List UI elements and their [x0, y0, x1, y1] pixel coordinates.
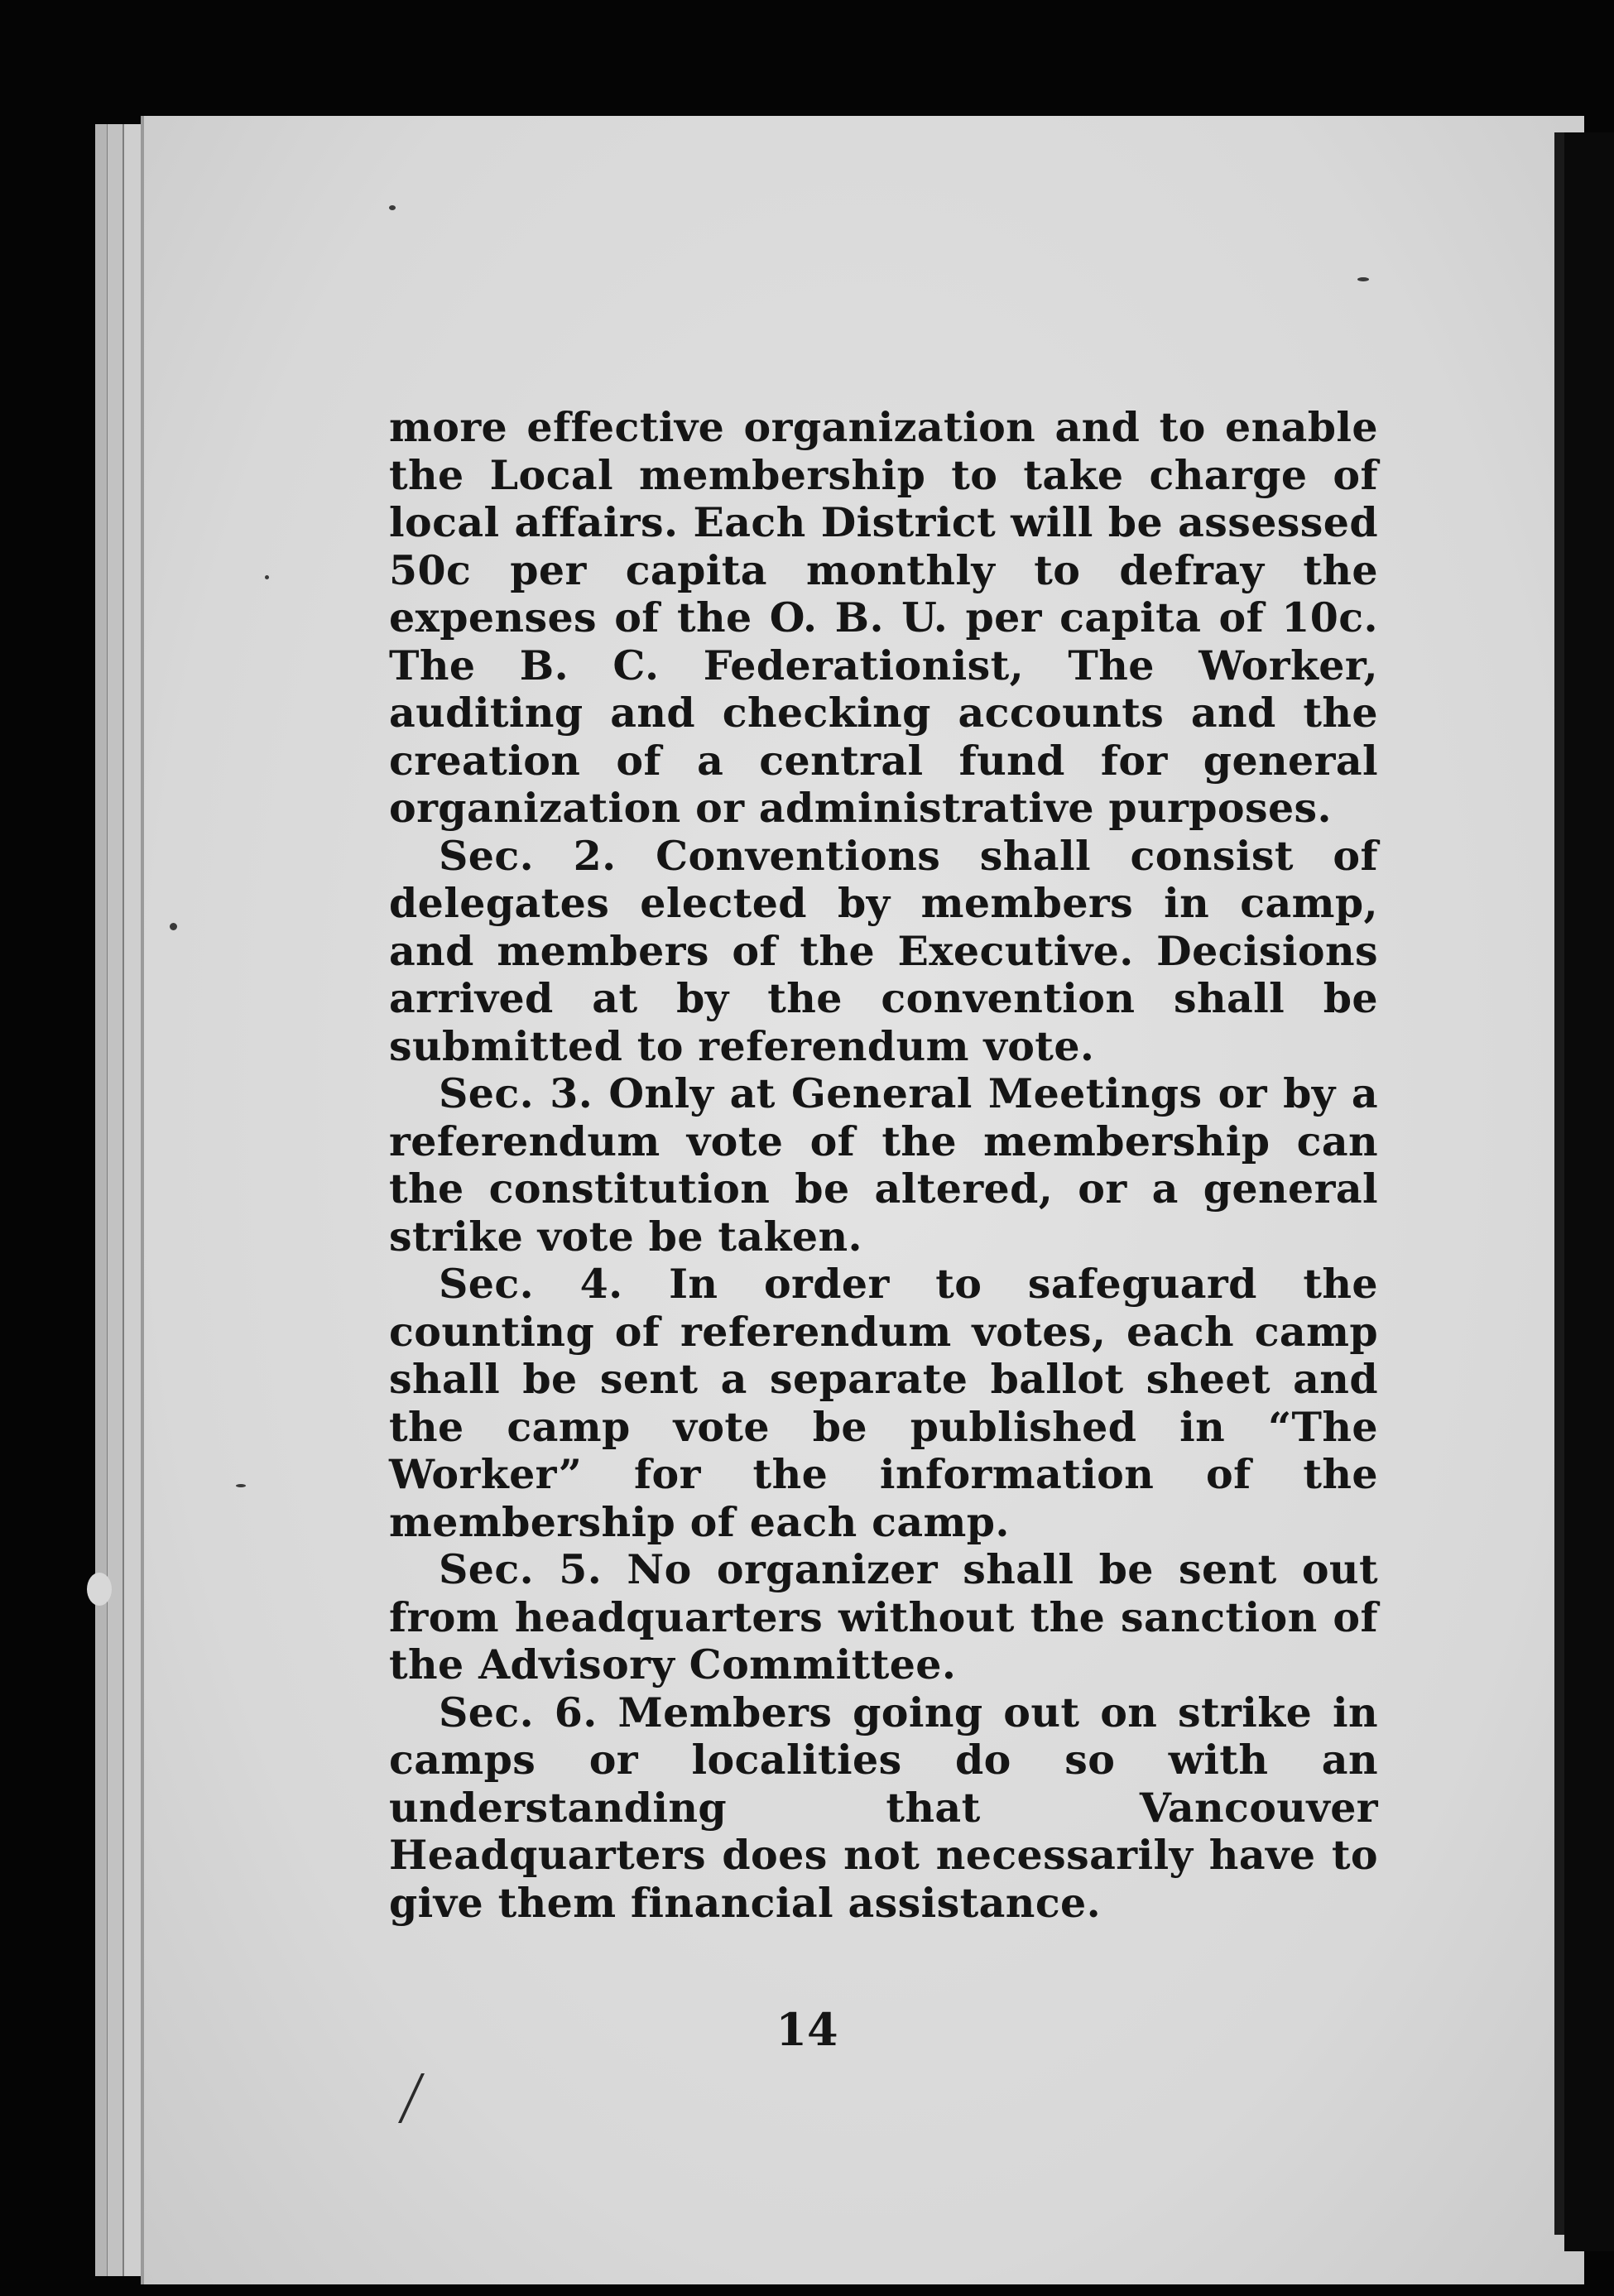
- paragraph-sec-4: Sec. 4. In order to safeguard the counting of referendum votes, each camp shall be sent a separate ballot sheet and the camp vote be published in “The Worker” for the information of the membership of each camp.: [389, 1260, 1378, 1546]
- paragraph-continuation: more effective organization and to enable the Local membership to take charge of local affairs. Each District will be assessed 50c per capita monthly to defray the expenses of the O. B. U. per capita of 10c. The B. C. Federationist, The Worker, auditing and checking accounts and the creation of a central fund for general organization or administrative purposes.: [389, 403, 1378, 832]
- page-edge: [95, 124, 108, 2276]
- paragraph-sec-5: Sec. 5. No organizer shall be sent out from headquarters without the sanction of the Advisory Committee.: [389, 1545, 1378, 1688]
- scan-speck: [236, 1484, 246, 1487]
- binding-shadow: [1554, 132, 1564, 2235]
- paragraph-sec-6: Sec. 6. Members going out on strike in camps or localities do so with an understanding that Vancouver Headquarters does not necessarily have to give them financial assistance.: [389, 1688, 1378, 1927]
- scan-speck: [1357, 277, 1369, 281]
- paragraph-sec-2: Sec. 2. Conventions shall consist of delegates elected by members in camp, and members of the Executive. Decisions arrived at by the convention shall be submitted to referendum vote.: [389, 831, 1378, 1070]
- scan-speck: [389, 205, 396, 210]
- page-number: 14: [776, 2003, 838, 2056]
- scan-speck: [170, 923, 177, 930]
- page-edge: [124, 124, 142, 2276]
- body-text: [389, 404, 1378, 1927]
- scan-speck: [87, 1573, 112, 1606]
- paragraph-sec-3: Sec. 3. Only at General Meetings or by a referendum vote of the membership can the constitution be altered, or a general strike vote be taken.: [389, 1069, 1378, 1261]
- page-edge: [108, 124, 124, 2276]
- scan-speck: [265, 575, 269, 579]
- binding-spine: [1564, 132, 1614, 2251]
